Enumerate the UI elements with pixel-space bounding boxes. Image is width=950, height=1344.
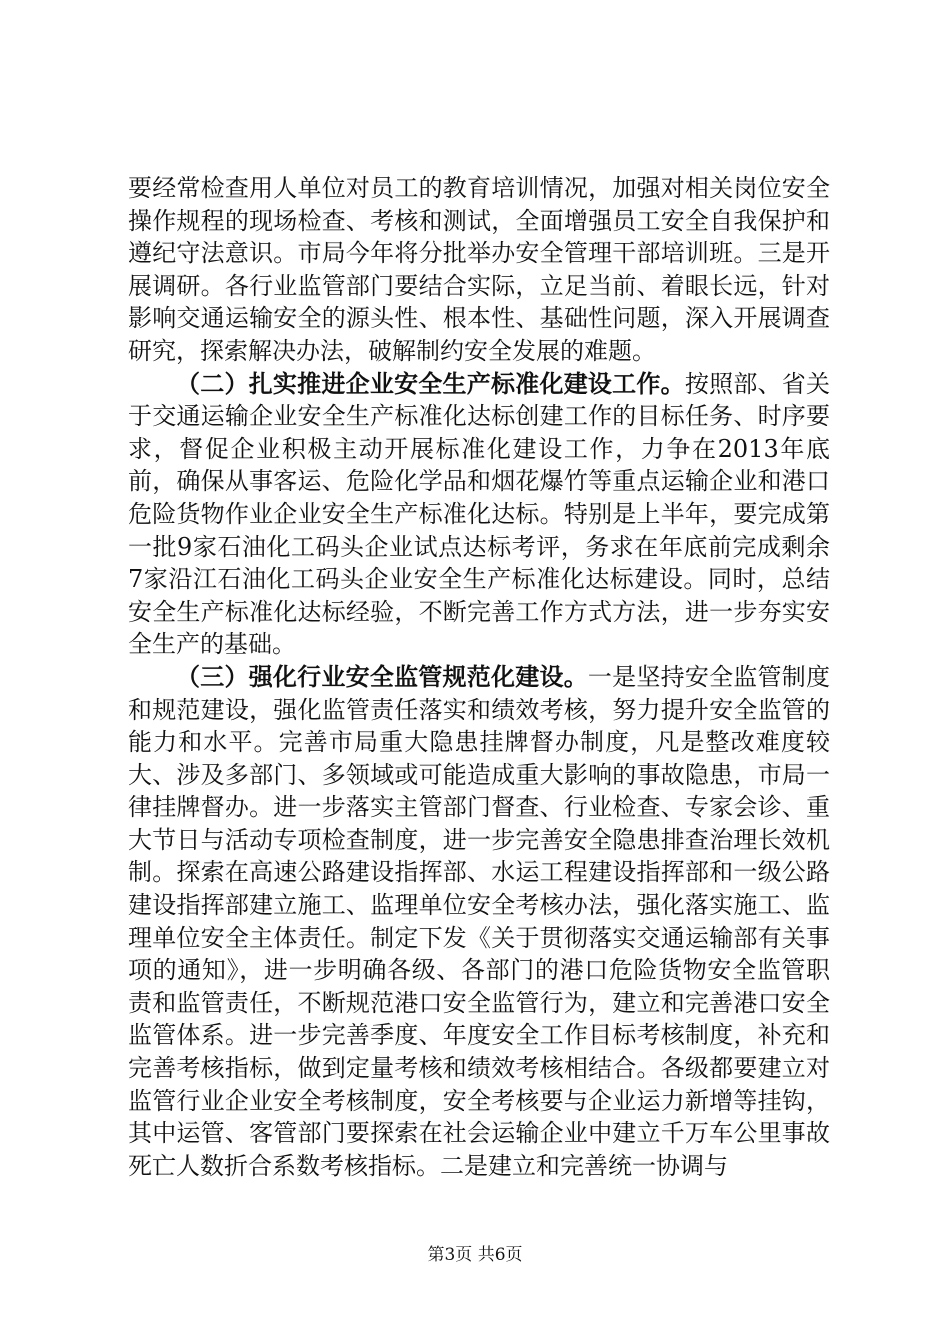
document-body — [128, 172, 830, 1182]
paragraph-3 — [128, 661, 830, 1183]
section-3-heading: （三）强化行业安全监管规范化建设。 — [176, 661, 588, 691]
paragraph-2 — [128, 368, 830, 661]
paragraph-3-text: 一是坚持安全监管制度和规范建设，强化监管责任落实和绩效考核，努力提升安全监管的能力和水平。完善市局重大隐患挂牌督办制度，凡是整改难度较大、涉及多部门、多领域或可能造成重大影响的事故隐患，市局一律挂牌督办。进一步落实主管部门督查、行业检查、专家会诊、重大节日与活动专项检查制度，进一步完善安全隐患排查治理长效机制。探索在高速公路建设指挥部、水运工程建设指挥部和一级公路建设指挥部建立施工、监理单位安全考核办法，强化落实施工、监理单位安全主体责任。制定下发《关于贯彻落实交通运输部有关事项的通知》，进一步明确各级、各部门的港口危险货物安全监管职责和监管责任，不断规范港口安全监管行为，建立和完善港口安全监管体系。进一步完善季度、年度安全工作目标考核制度，补充和完善考核指标，做到定量考核和绩效考核相结合。各级都要建立对监管行业企业安全考核制度，安全考核要与企业运力新增等挂钩，其中运管、客管部门要探索在社会运输企业中建立千万车公里事故死亡人数折合系数考核指标。二是建立和完善统一协调与 — [128, 662, 830, 1180]
page-footer — [0, 1244, 950, 1266]
section-2-heading: （二）扎实推进企业安全生产标准化建设工作。 — [176, 368, 685, 398]
paragraph-1 — [128, 172, 830, 368]
paragraph-2-text: 按照部、省关于交通运输企业安全生产标准化达标创建工作的目标任务、时序要求，督促企业积极主动开展标准化建设工作，力争在2013年底前，确保从事客运、危险化学品和烟花爆竹等重点运输企业和港口危险货物作业企业安全生产标准化达标。特别是上半年，要完成第一批9家石油化工码头企业试点达标考评，务求在年底前完成剩余7家沿江石油化工码头企业安全生产标准化达标建设。同时，总结安全生产标准化达标经验，不断完善工作方式方法，进一步夯实安全生产的基础。 — [128, 369, 831, 659]
paragraph-1-text: 要经常检查用人单位对员工的教育培训情况，加强对相关岗位安全操作规程的现场检查、考核和测试，全面增强员工安全自我保护和遵纪守法意识。市局今年将分批举办安全管理干部培训班。三是开展调研。各行业监管部门要结合实际，立足当前、着眼长远，针对影响交通运输安全的源头性、根本性、基础性问题，深入开展调查研究，探索解决办法，破解制约安全发展的难题。 — [128, 174, 830, 365]
page-number-label: 第3页 共6页 — [427, 1245, 523, 1265]
